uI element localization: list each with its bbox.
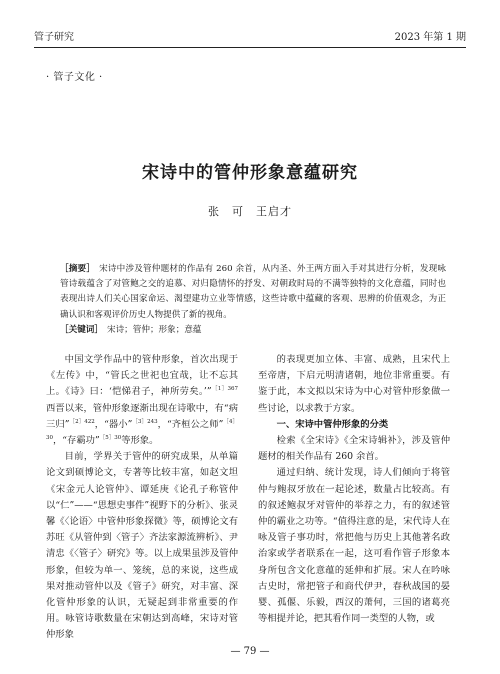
- keywords-text: 宋诗；管仲；形象；意蕴: [106, 325, 202, 335]
- paragraph: 通过归纳、统计发现，诗人们倾向于将管仲与鲍叔牙放在一起论述，数量占比较高。有的叙述鲍叔牙对管仲的举荐之力，有的叙述管仲的霸业之功等。“值得注意的是，宋代诗人在咏及管子事功时，常把他与历史上其他著名政治家或学者联系在一起，这可看作管子形象本身所包含文化意蕴的延伸和扩展。宋人在吟咏古史时，常把管子和商代伊尹，春秋战国的晏婴、孤偃、乐毅，西汉的萧何，三国的诸葛亮等相提并论，把其看作同一类型的人物，或: [258, 467, 450, 625]
- abstract-label: ［摘要］: [60, 264, 96, 274]
- citation: ［1］367: [211, 386, 239, 393]
- article-authors: 张 可 王启才: [208, 205, 292, 218]
- body-column-left: [46, 352, 238, 644]
- header-rule: [34, 47, 466, 48]
- keywords-label: ［关键词］: [60, 325, 103, 335]
- paragraph-text: ，“器小”: [94, 418, 133, 430]
- running-header: [34, 30, 466, 46]
- journal-name: 管子研究: [34, 32, 74, 43]
- article-title: 宋诗中的管仲形象意蕴研究: [142, 163, 358, 183]
- citation: ［2］422: [69, 418, 95, 425]
- section-label: · 管子文化 ·: [46, 72, 103, 83]
- paragraph-text: ，“齐桓公之师”: [157, 418, 224, 430]
- section-heading: 一、宋诗中管仲形象的分类: [276, 418, 389, 430]
- keywords: [60, 323, 446, 338]
- body-column-right: [258, 352, 450, 627]
- paragraph-text: ，“存霸功”: [53, 435, 100, 447]
- issue-number: 2023 年第 1 期: [394, 32, 466, 43]
- paragraph: 目前，学界关于管仲的研究成果，从单篇论文到硕博论文，专著等比较丰富，如赵文坦《宋金元人论管仲》、谭延庚《论孔子称管仲以“仁”——“思想史事件”视野下的分析》、张灵馨《〈论语〉中管仲形象探微》等，硕博论文有苏旺《从管仲到〈管子〉齐法家源流辨析》、尹清忠《〈管子〉研究》等。以上成果虽涉及管仲形象，但较为单一、笼统，总的来说，这些成果对推动管仲以及《管子》研究，对丰富、深化管仲形象的认识，无疑起到非常重要的作用。咏管诗歌数量在宋朝达到高峰，宋诗对管仲形象: [46, 451, 238, 641]
- abstract-text: 宋诗中涉及管仲题材的作品有 260 余首，从内圣、外王两方面入手对其进行分析，发现咏管诗载蕴含了对管鲍之交的追慕、对归隐情怀的抒发、对朝政时局的不满等独特的文化意蕴，同时也表现出诗人们关心国家命运、渴望建功立业等情感，这些诗歌中蕴藏的客观、思辨的价值观念，为正确认识和客观评价历史人物提供了新的视角。: [60, 264, 446, 320]
- citation: ［3］243: [132, 418, 158, 425]
- paragraph: 的表现更加立体、丰富、成熟，且宋代上至帝唐，下启元明清诸朝，地位非常重要。有鉴于此，本文拟以宋诗为中心对管仲形象做一些讨论，以求教于方家。: [258, 354, 450, 414]
- citation: ［4］30: [46, 418, 238, 441]
- paragraph: 检索《全宋诗》《全宋诗辑补》，涉及管仲题材的相关作品有 260 余首。: [258, 435, 450, 463]
- abstract: [60, 262, 446, 323]
- paragraph: [46, 352, 238, 449]
- citation: ［5］30: [99, 434, 122, 441]
- page-number: — 79 —: [230, 646, 270, 657]
- paragraph-text: 等形象。: [121, 435, 159, 447]
- paragraph-text: 中国文学作品中的管仲形象，首次出现于《左传》中，“管氏之世祀也宜哉，让不忘其上。《诗》曰：‘恺悌君子，神所劳矣。’”: [46, 354, 238, 398]
- paragraph-text: 西晋以来，管仲形象逐渐出现在诗歌中，有“病三归”: [46, 402, 238, 430]
